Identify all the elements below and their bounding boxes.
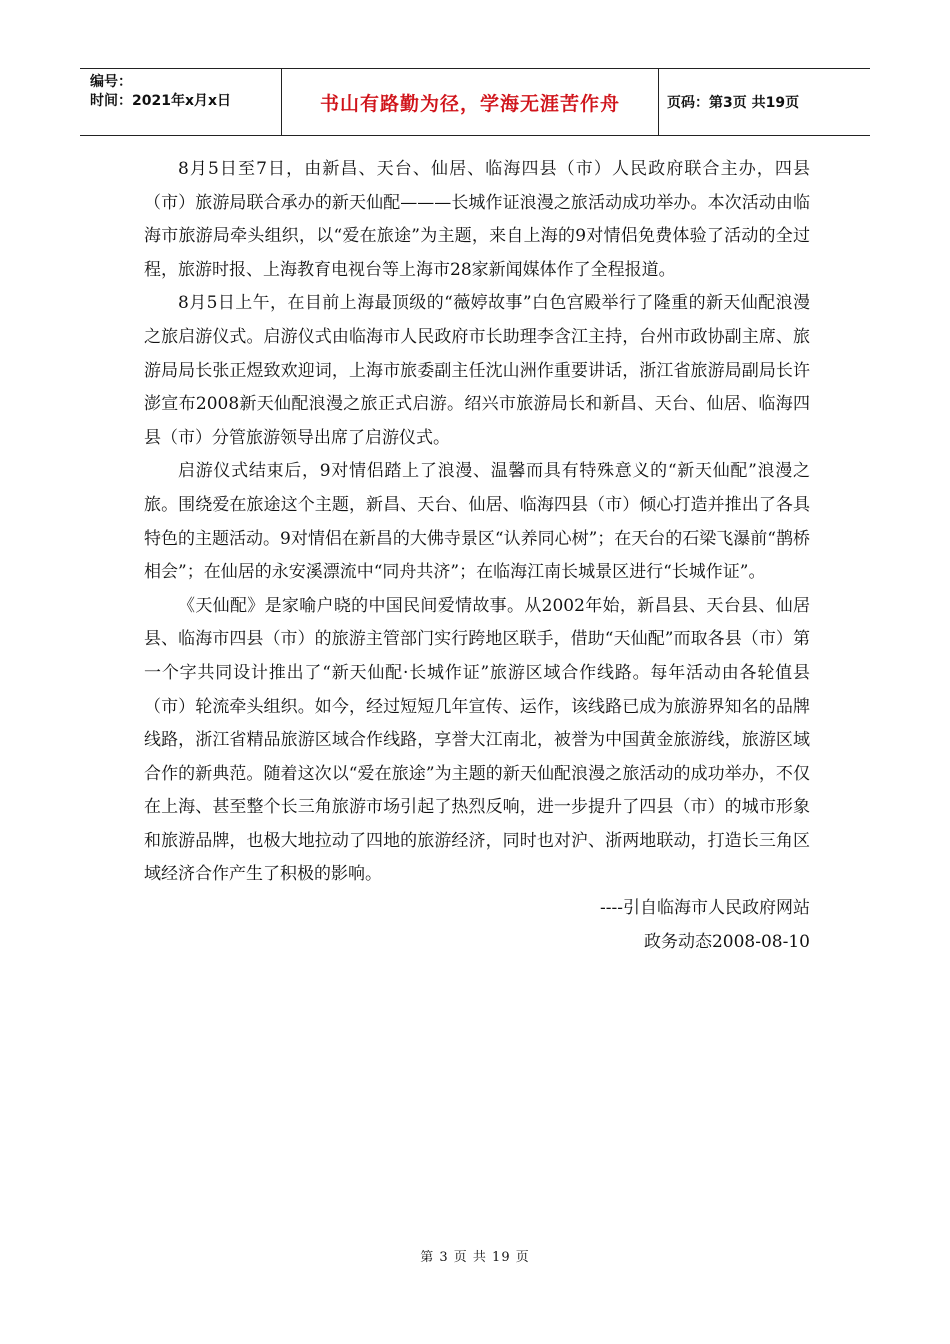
document-time-label: 时间：2021年x月x日 xyxy=(90,93,232,109)
header-meta xyxy=(80,69,282,135)
source-date: 政务动态2008-08-10 xyxy=(643,931,810,952)
page-header xyxy=(80,68,870,136)
document-number-label: 编号： xyxy=(90,74,132,90)
paragraph-4: 《天仙配》是家喻户晓的中国民间爱情故事。从2002年始，新昌县、天台县、仙居县、临海市四县（市）的旅游主管部门实行跨地区联手，借助“天仙配”而取各县（市）第一个字共同设计推出了“新天仙配·长城作证”旅游区域合作线路。每年活动由各轮值县（市）轮流牵头组织。如今，经过短短几年宣传、运作，该线路已成为旅游界知名的品牌线路，浙江省精品旅游区域合作线路，享誉大江南北，被誉为中国黄金旅游线，旅游区域合作的新典范。随着这次以“爱在旅途”为主题的新天仙配浪漫之旅活动的成功举办，不仅在上海、甚至整个长三角旅游市场引起了热烈反响，进一步提升了四县（市）的城市形象和旅游品牌，也极大地拉动了四地的旅游经济，同时也对沪、浙两地联动，打造长三角区域经济合作产生了积极的影响。 xyxy=(144,595,810,885)
source-attribution: ----引自临海市人民政府网站 xyxy=(600,898,810,919)
paragraph-3: 启游仪式结束后，9对情侣踏上了浪漫、温馨而具有特殊意义的“新天仙配”浪漫之旅。围绕爱在旅途这个主题，新昌、天台、仙居、临海四县（市）倾心打造并推出了各具特色的主题活动。9对情侣在新昌的大佛寺景区“认养同心树”；在天台的石梁飞瀑前“鹊桥相会”；在仙居的永安溪漂流中“同舟共济”；在临海江南长城景区进行“长城作证”。 xyxy=(144,461,810,583)
header-motto: 书山有路勤为径，学海无涯苦作舟 xyxy=(282,69,659,135)
header-page-number: 页码：第3页 共19页 xyxy=(667,95,800,111)
paragraph-1: 8月5日至7日，由新昌、天台、仙居、临海四县（市）人民政府联合主办，四县（市）旅游局联合承办的新天仙配———长城作证浪漫之旅活动成功举办。本次活动由临海市旅游局牵头组织，以“爱在旅途”为主题，来自上海的9对情侣免费体验了活动的全过程，旅游时报、上海教育电视台等上海市28家新闻媒体作了全程报道。 xyxy=(144,159,810,280)
page-footer: 第 3 页 共 19 页 xyxy=(420,1250,530,1265)
paragraph-2: 8月5日上午，在目前上海最顶级的“薇婷故事”白色宫殿举行了隆重的新天仙配浪漫之旅启游仪式。启游仪式由临海市人民政府市长助理李含江主持，台州市政协副主席、旅游局局长张正煜致欢迎词，上海市旅委副主任沈山洲作重要讲话，浙江省旅游局副局长许澎宣布2008新天仙配浪漫之旅正式启游。绍兴市旅游局长和新昌、天台、仙居、临海四县（市）分管旅游领导出席了启游仪式。 xyxy=(144,293,810,448)
article-body xyxy=(144,153,810,959)
